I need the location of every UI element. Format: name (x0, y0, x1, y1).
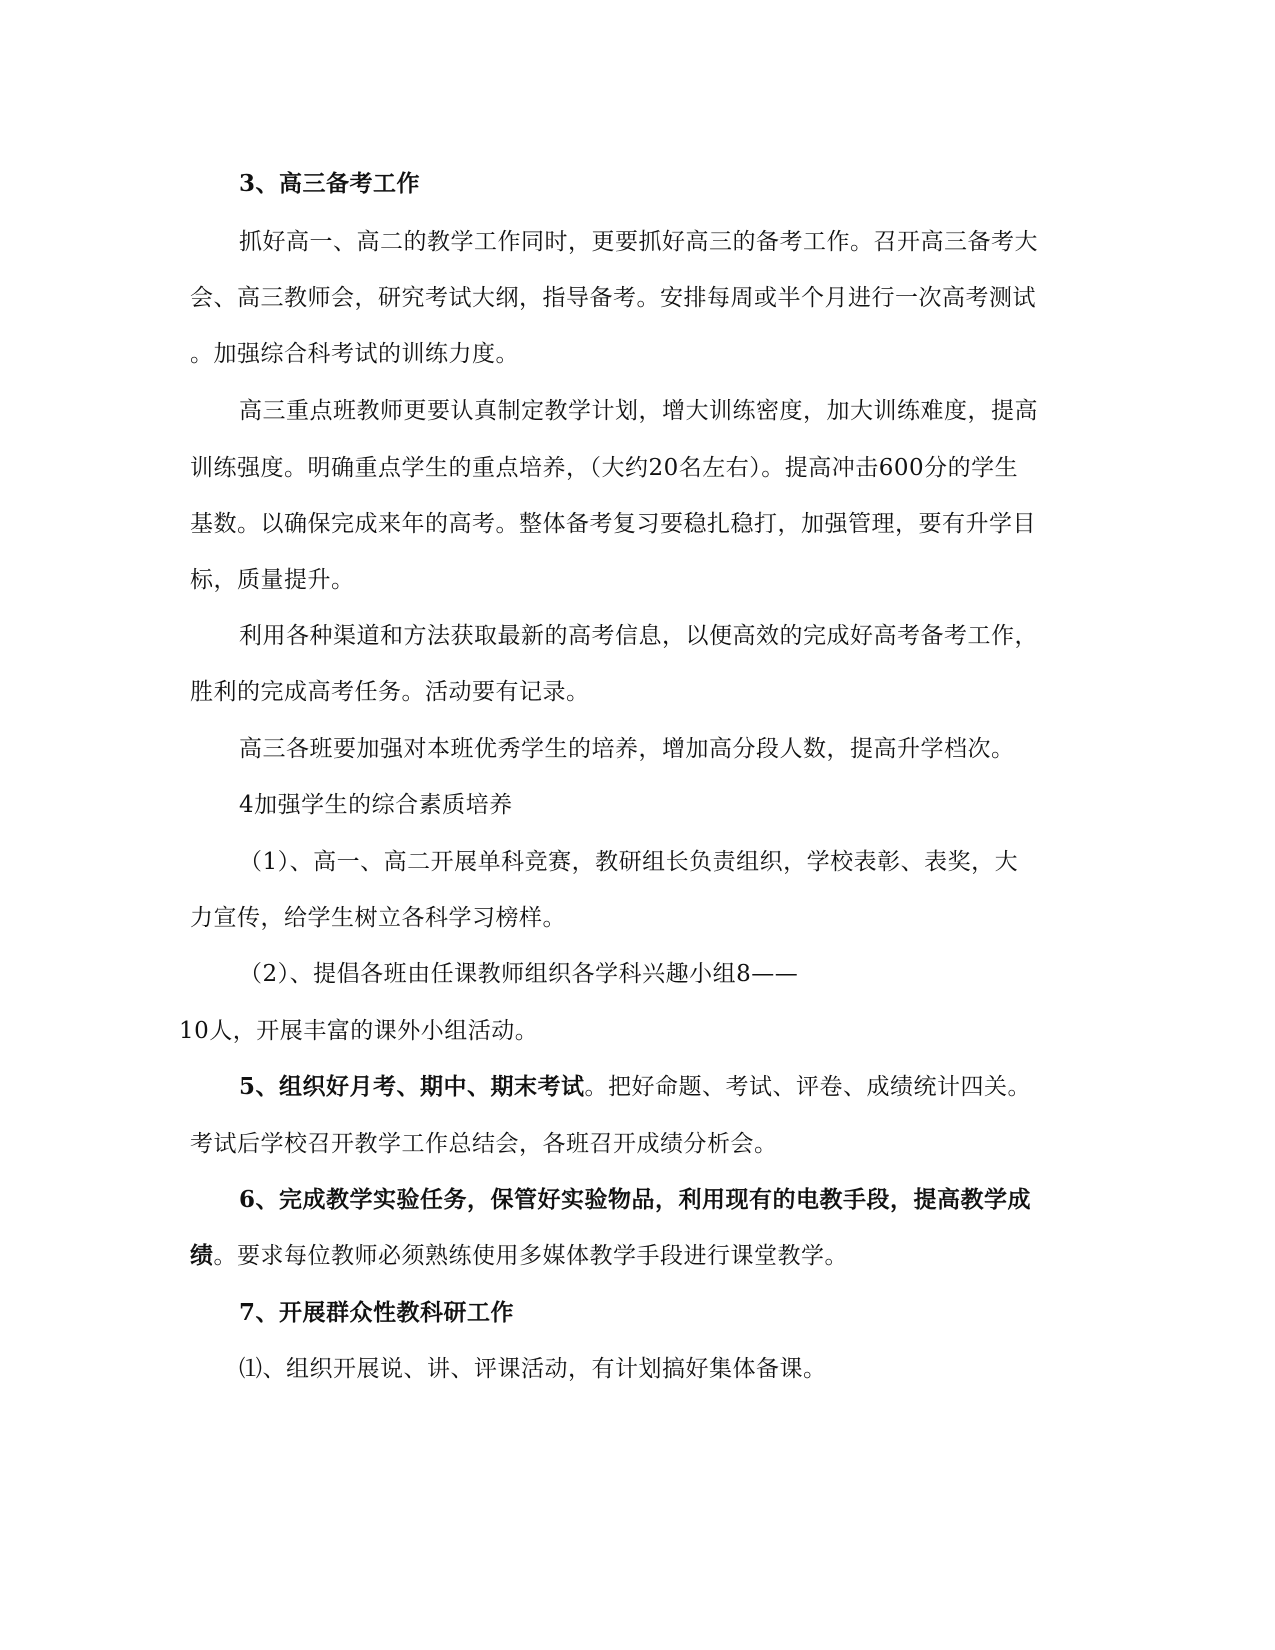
section-heading-4: 4加强学生的综合素质培养 (239, 792, 513, 818)
paragraph-line: 力宣传，给学生树立各科学习榜样。 (190, 905, 566, 931)
paragraph-line: 标，质量提升。 (190, 567, 355, 593)
paragraph-line: 。加强综合科考试的训练力度。 (190, 341, 519, 367)
section-heading-3: 3、高三备考工作 (239, 170, 421, 197)
paragraph-line: 利用各种渠道和方法获取最新的高考信息，以便高效的完成好高考备考工作， (239, 623, 1038, 649)
paragraph-line: 考试后学校召开教学工作总结会，各班召开成绩分析会。 (190, 1131, 778, 1157)
paragraph-line: 高三各班要加强对本班优秀学生的培养，增加高分段人数，提高升学档次。 (239, 736, 1015, 762)
paragraph-text: 。把好命题、考试、评卷、成绩统计四关。 (584, 1074, 1032, 1100)
paragraph-line: （1）、高一、高二开展单科竞赛，教研组长负责组织，学校表彰、表奖，大 (239, 849, 1019, 875)
bold-heading-5: 5、组织好月考、期中、期末考试 (239, 1073, 585, 1100)
bold-heading-6: 6、完成教学实验任务，保管好实验物品，利用现有的电教手段，提高教学成 (239, 1186, 1032, 1213)
section-heading-7: 7、开展群众性教科研工作 (239, 1299, 515, 1326)
paragraph-line: 基数。以确保完成来年的高考。整体备考复习要稳扎稳打，加强管理，要有升学目 (190, 511, 1036, 537)
paragraph-line-mixed (190, 1240, 1090, 1272)
paragraph-line: 高三重点班教师更要认真制定教学计划，增大训练密度，加大训练难度，提高 (239, 398, 1038, 424)
paragraph-line: 胜利的完成高考任务。活动要有记录。 (190, 679, 590, 705)
bold-heading-6-cont: 绩 (190, 1242, 214, 1269)
paragraph-line: （2）、提倡各班由任课教师组织各学科兴趣小组8—— (239, 961, 799, 987)
paragraph-line-mixed (239, 1071, 1139, 1103)
paragraph-text: 。要求每位教师必须熟练使用多媒体教学手段进行课堂教学。 (213, 1243, 848, 1269)
paragraph-line: 会、高三教师会，研究考试大纲，指导备考。安排每周或半个月进行一次高考测试 (190, 285, 1036, 311)
paragraph-line: 抓好高一、高二的教学工作同时，更要抓好高三的备考工作。召开高三备考大 (239, 229, 1038, 255)
paragraph-line: 10人，开展丰富的课外小组活动。 (179, 1018, 539, 1044)
paragraph-line: 训练强度。明确重点学生的重点培养，（大约20名左右）。提高冲击600分的学生 (190, 455, 1019, 481)
paragraph-line: ⑴、组织开展说、讲、评课活动，有计划搞好集体备课。 (239, 1356, 827, 1382)
